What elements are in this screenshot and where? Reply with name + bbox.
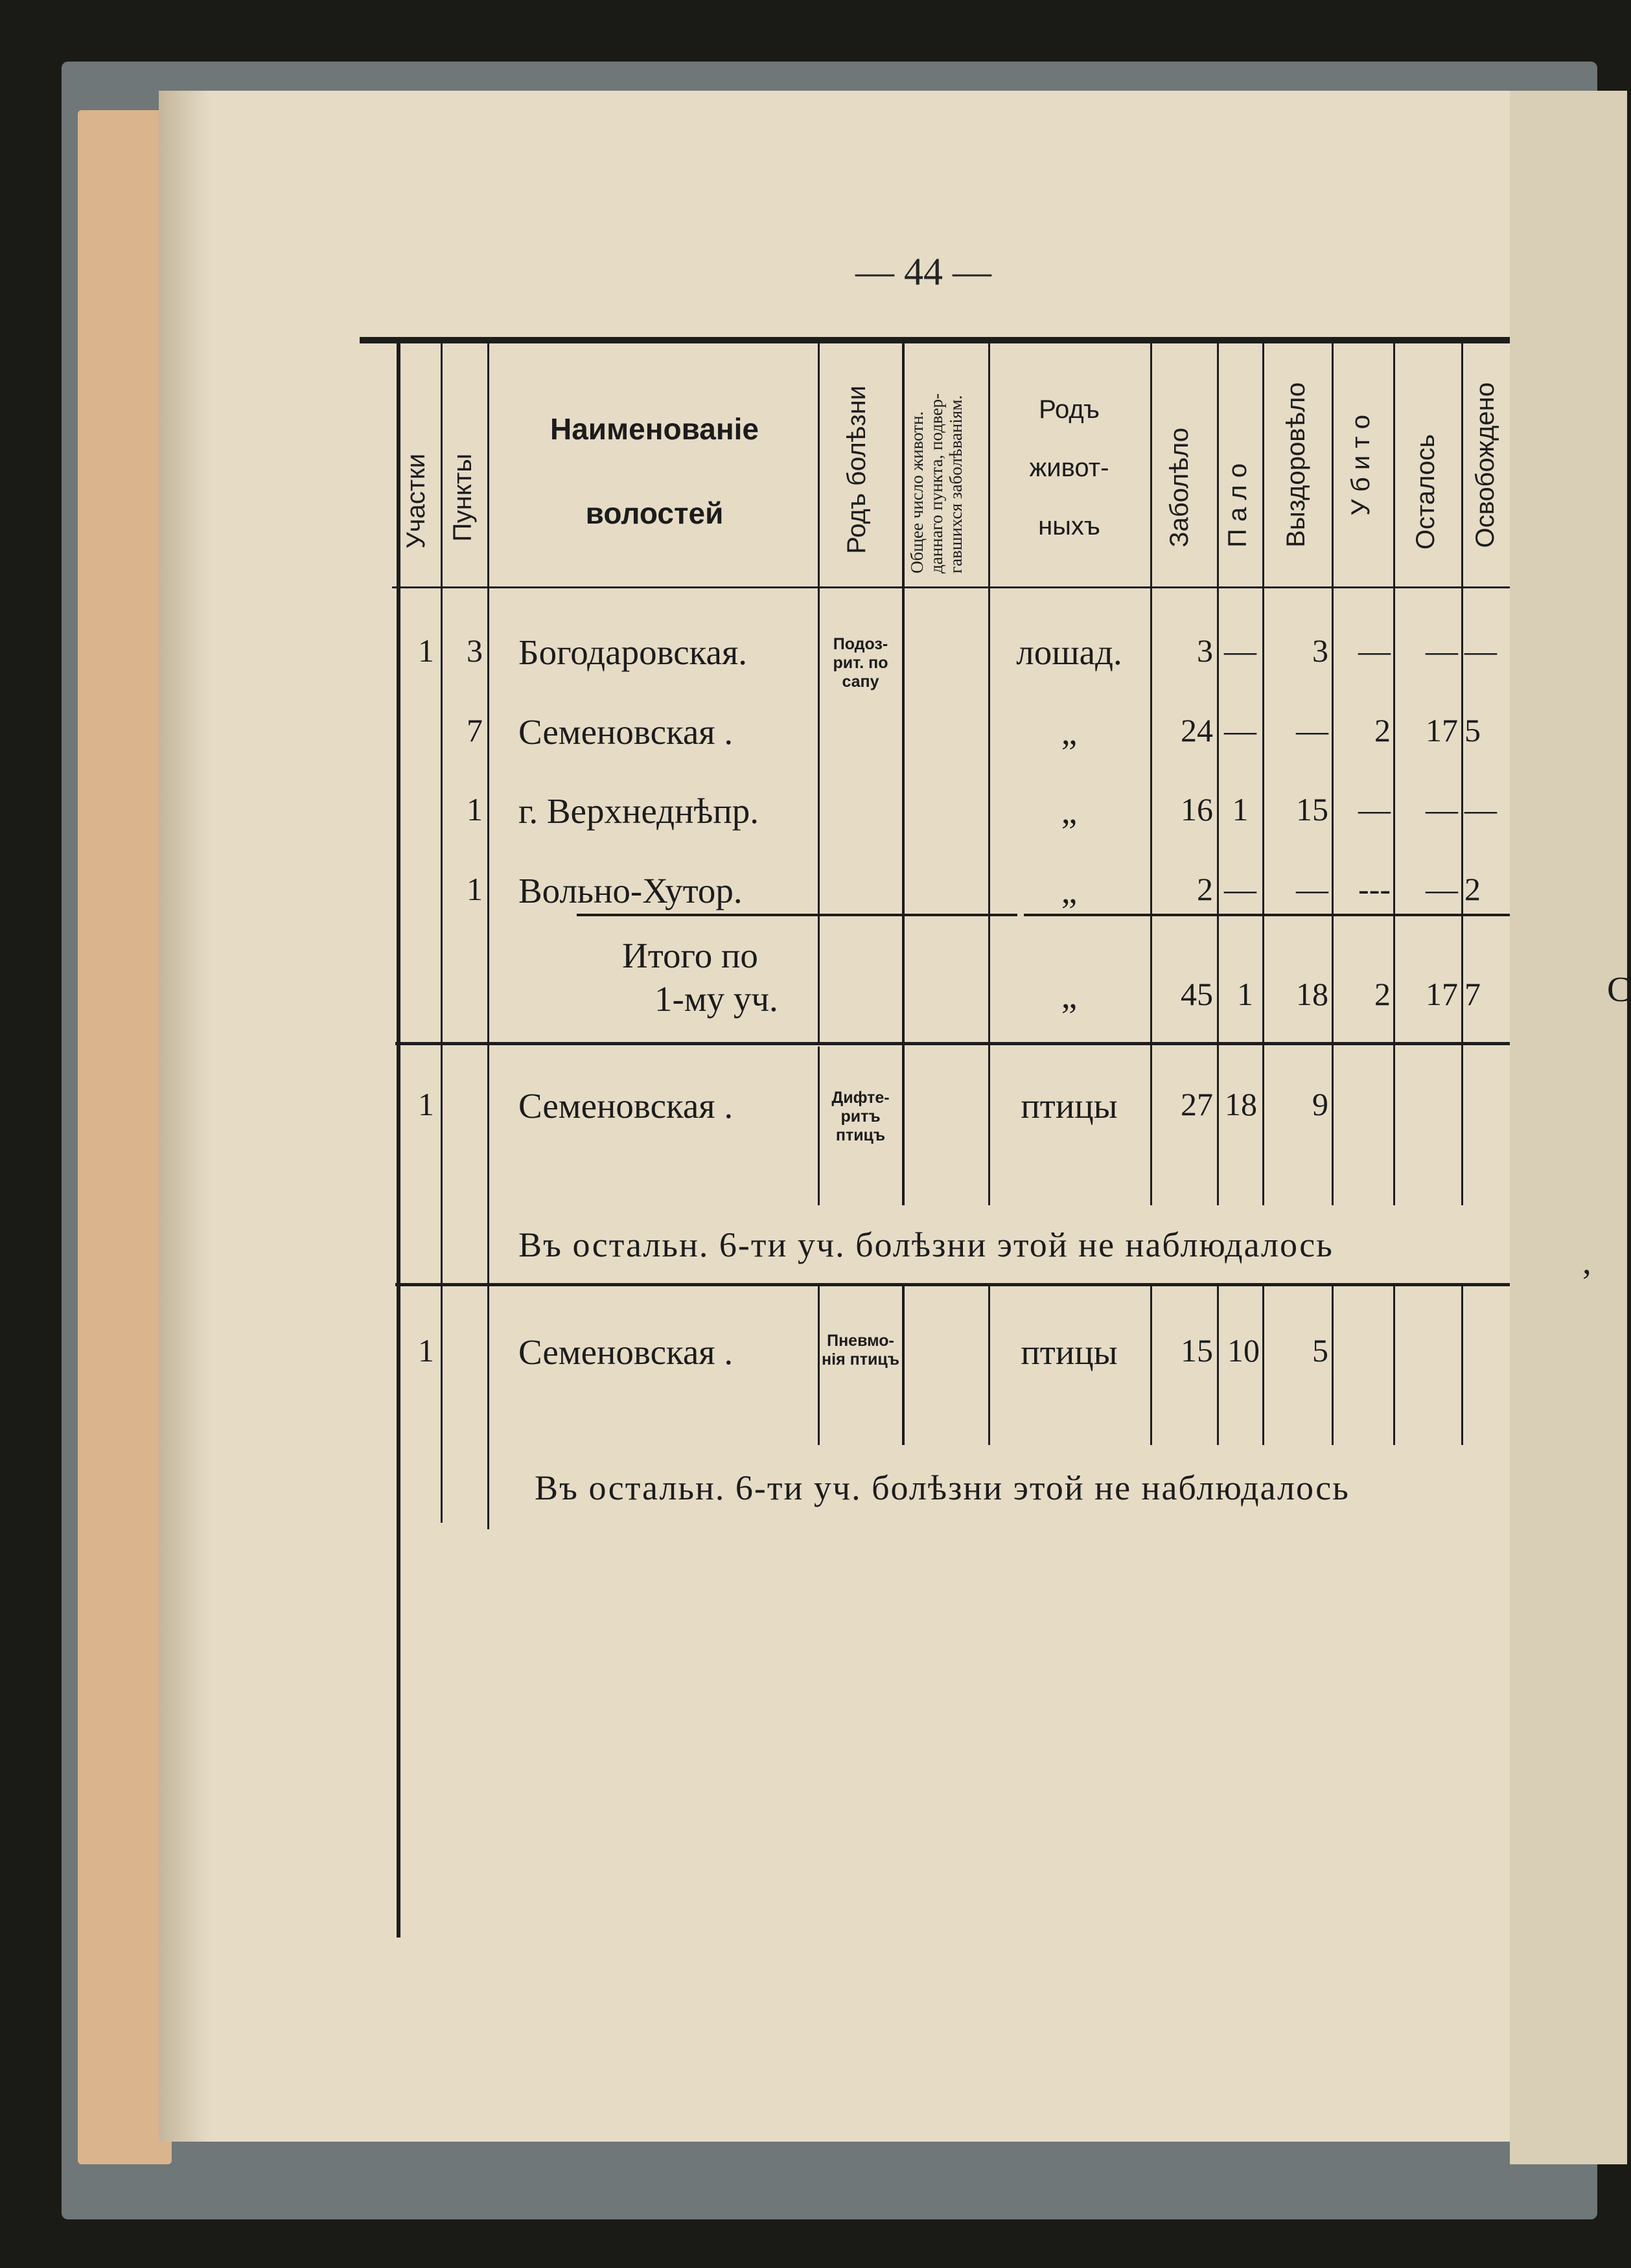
header-disease-kind: Родъ болѣзни xyxy=(842,386,871,554)
header-animal-kind-3: ныхъ xyxy=(1038,512,1100,540)
cell-released: — xyxy=(1464,791,1497,827)
cell-released: 5 xyxy=(1464,712,1481,748)
cell-remained: — xyxy=(1426,632,1458,669)
cell-recovered: — xyxy=(1296,871,1328,907)
cell-disease: Дифте- ритъ птицъ xyxy=(831,1089,890,1144)
cell-killed: --- xyxy=(1358,871,1391,907)
header-fell-ill: Заболѣло xyxy=(1165,428,1194,548)
cell-name: Богодаровская. xyxy=(518,632,747,672)
cell-district: 1 xyxy=(418,1086,434,1122)
cell-name: г. Верхнеднѣпр. xyxy=(518,791,759,831)
cell-district: 1 xyxy=(418,1332,434,1369)
cell-remained: 17 xyxy=(1426,712,1458,748)
header-recovered: Выздоровѣло xyxy=(1282,382,1310,548)
cell-recovered: 3 xyxy=(1312,632,1328,669)
header-died: П а л о xyxy=(1223,463,1252,548)
cell-animal: птицы xyxy=(1021,1332,1118,1372)
cell-died: 10 xyxy=(1227,1332,1260,1369)
cell-ill: 2 xyxy=(1197,871,1213,907)
cell-animal: „ xyxy=(1061,712,1078,752)
header-animal-kind-2: живот- xyxy=(1029,454,1109,482)
cell-killed: — xyxy=(1358,791,1391,827)
cell-animal: лошад. xyxy=(1016,632,1122,672)
header-animal-kind-1: Родъ xyxy=(1039,395,1100,424)
page-number: — 44 — xyxy=(855,250,991,293)
total-animal: „ xyxy=(1061,976,1078,1015)
header-name-line2: волостей xyxy=(585,496,724,530)
cell-name: Семеновская . xyxy=(518,1332,734,1372)
cell-animal: „ xyxy=(1061,871,1078,910)
cell-animal: птицы xyxy=(1021,1086,1118,1126)
total-killed: 2 xyxy=(1374,976,1391,1012)
section-note: Въ остальн. 6-ти уч. болѣзни этой не наблюдалось xyxy=(535,1468,1350,1507)
cell-disease: Подоз- рит. по сапу xyxy=(833,635,888,691)
cell-ill: 15 xyxy=(1181,1332,1213,1369)
page-shadow xyxy=(159,91,211,2142)
page-edges xyxy=(78,110,172,2164)
cell-died: 18 xyxy=(1225,1086,1257,1122)
facing-page xyxy=(1510,91,1631,2164)
cell-killed: 2 xyxy=(1374,712,1391,748)
cell-points: 7 xyxy=(467,712,483,748)
cell-died: — xyxy=(1224,712,1256,748)
cell-ill: 3 xyxy=(1197,632,1213,669)
cell-ill: 24 xyxy=(1181,712,1213,748)
total-ill: 45 xyxy=(1181,976,1213,1012)
header-remained: Осталось xyxy=(1411,434,1440,550)
facing-page-edge-char: С xyxy=(1607,969,1631,1009)
header-districts: Участки xyxy=(402,454,430,549)
cell-died: — xyxy=(1224,632,1256,669)
header-released: Освобождено xyxy=(1471,382,1499,548)
cell-recovered: 9 xyxy=(1312,1086,1328,1122)
cell-released: — xyxy=(1464,632,1497,669)
total-recovered: 18 xyxy=(1296,976,1328,1012)
cell-killed: — xyxy=(1358,632,1391,669)
cell-recovered: 5 xyxy=(1312,1332,1328,1369)
cell-recovered: — xyxy=(1296,712,1328,748)
cell-name: Вольно-Хутор. xyxy=(518,871,743,910)
total-remained: 17 xyxy=(1426,976,1458,1012)
total-label-line1: Итого по xyxy=(622,936,758,975)
cell-remained: — xyxy=(1426,871,1458,907)
header-name-line1: Наименованіе xyxy=(550,412,759,446)
facing-page-edge-mark: , xyxy=(1582,1242,1591,1281)
cell-died: — xyxy=(1224,871,1256,907)
section-note: Въ остальн. 6-ти уч. болѣзни этой не наблюдалось xyxy=(518,1225,1334,1264)
total-died: 1 xyxy=(1237,976,1253,1012)
cell-animal: „ xyxy=(1061,791,1078,831)
cell-released: 2 xyxy=(1464,871,1481,907)
cell-died: 1 xyxy=(1232,791,1249,827)
header-killed: У б и т о xyxy=(1347,415,1375,516)
cell-district: 1 xyxy=(418,632,434,669)
cell-points: 1 xyxy=(467,871,483,907)
cell-ill: 27 xyxy=(1181,1086,1213,1122)
header-points: Пункты xyxy=(448,454,477,542)
cell-points: 1 xyxy=(467,791,483,827)
cell-points: 3 xyxy=(467,632,483,669)
cell-ill: 16 xyxy=(1181,791,1213,827)
cell-name: Семеновская . xyxy=(518,712,734,752)
cell-name: Семеновская . xyxy=(518,1086,734,1126)
total-released: 7 xyxy=(1464,976,1481,1012)
cell-recovered: 15 xyxy=(1296,791,1328,827)
cell-disease: Пневмо- нія птицъ xyxy=(822,1332,899,1369)
header-total-count: Общее число животн. даннаго пункта, подвер- гавшихся заболѣваніям. xyxy=(907,393,966,573)
cell-remained: — xyxy=(1426,791,1458,827)
total-label-line2: 1-му уч. xyxy=(654,979,778,1019)
